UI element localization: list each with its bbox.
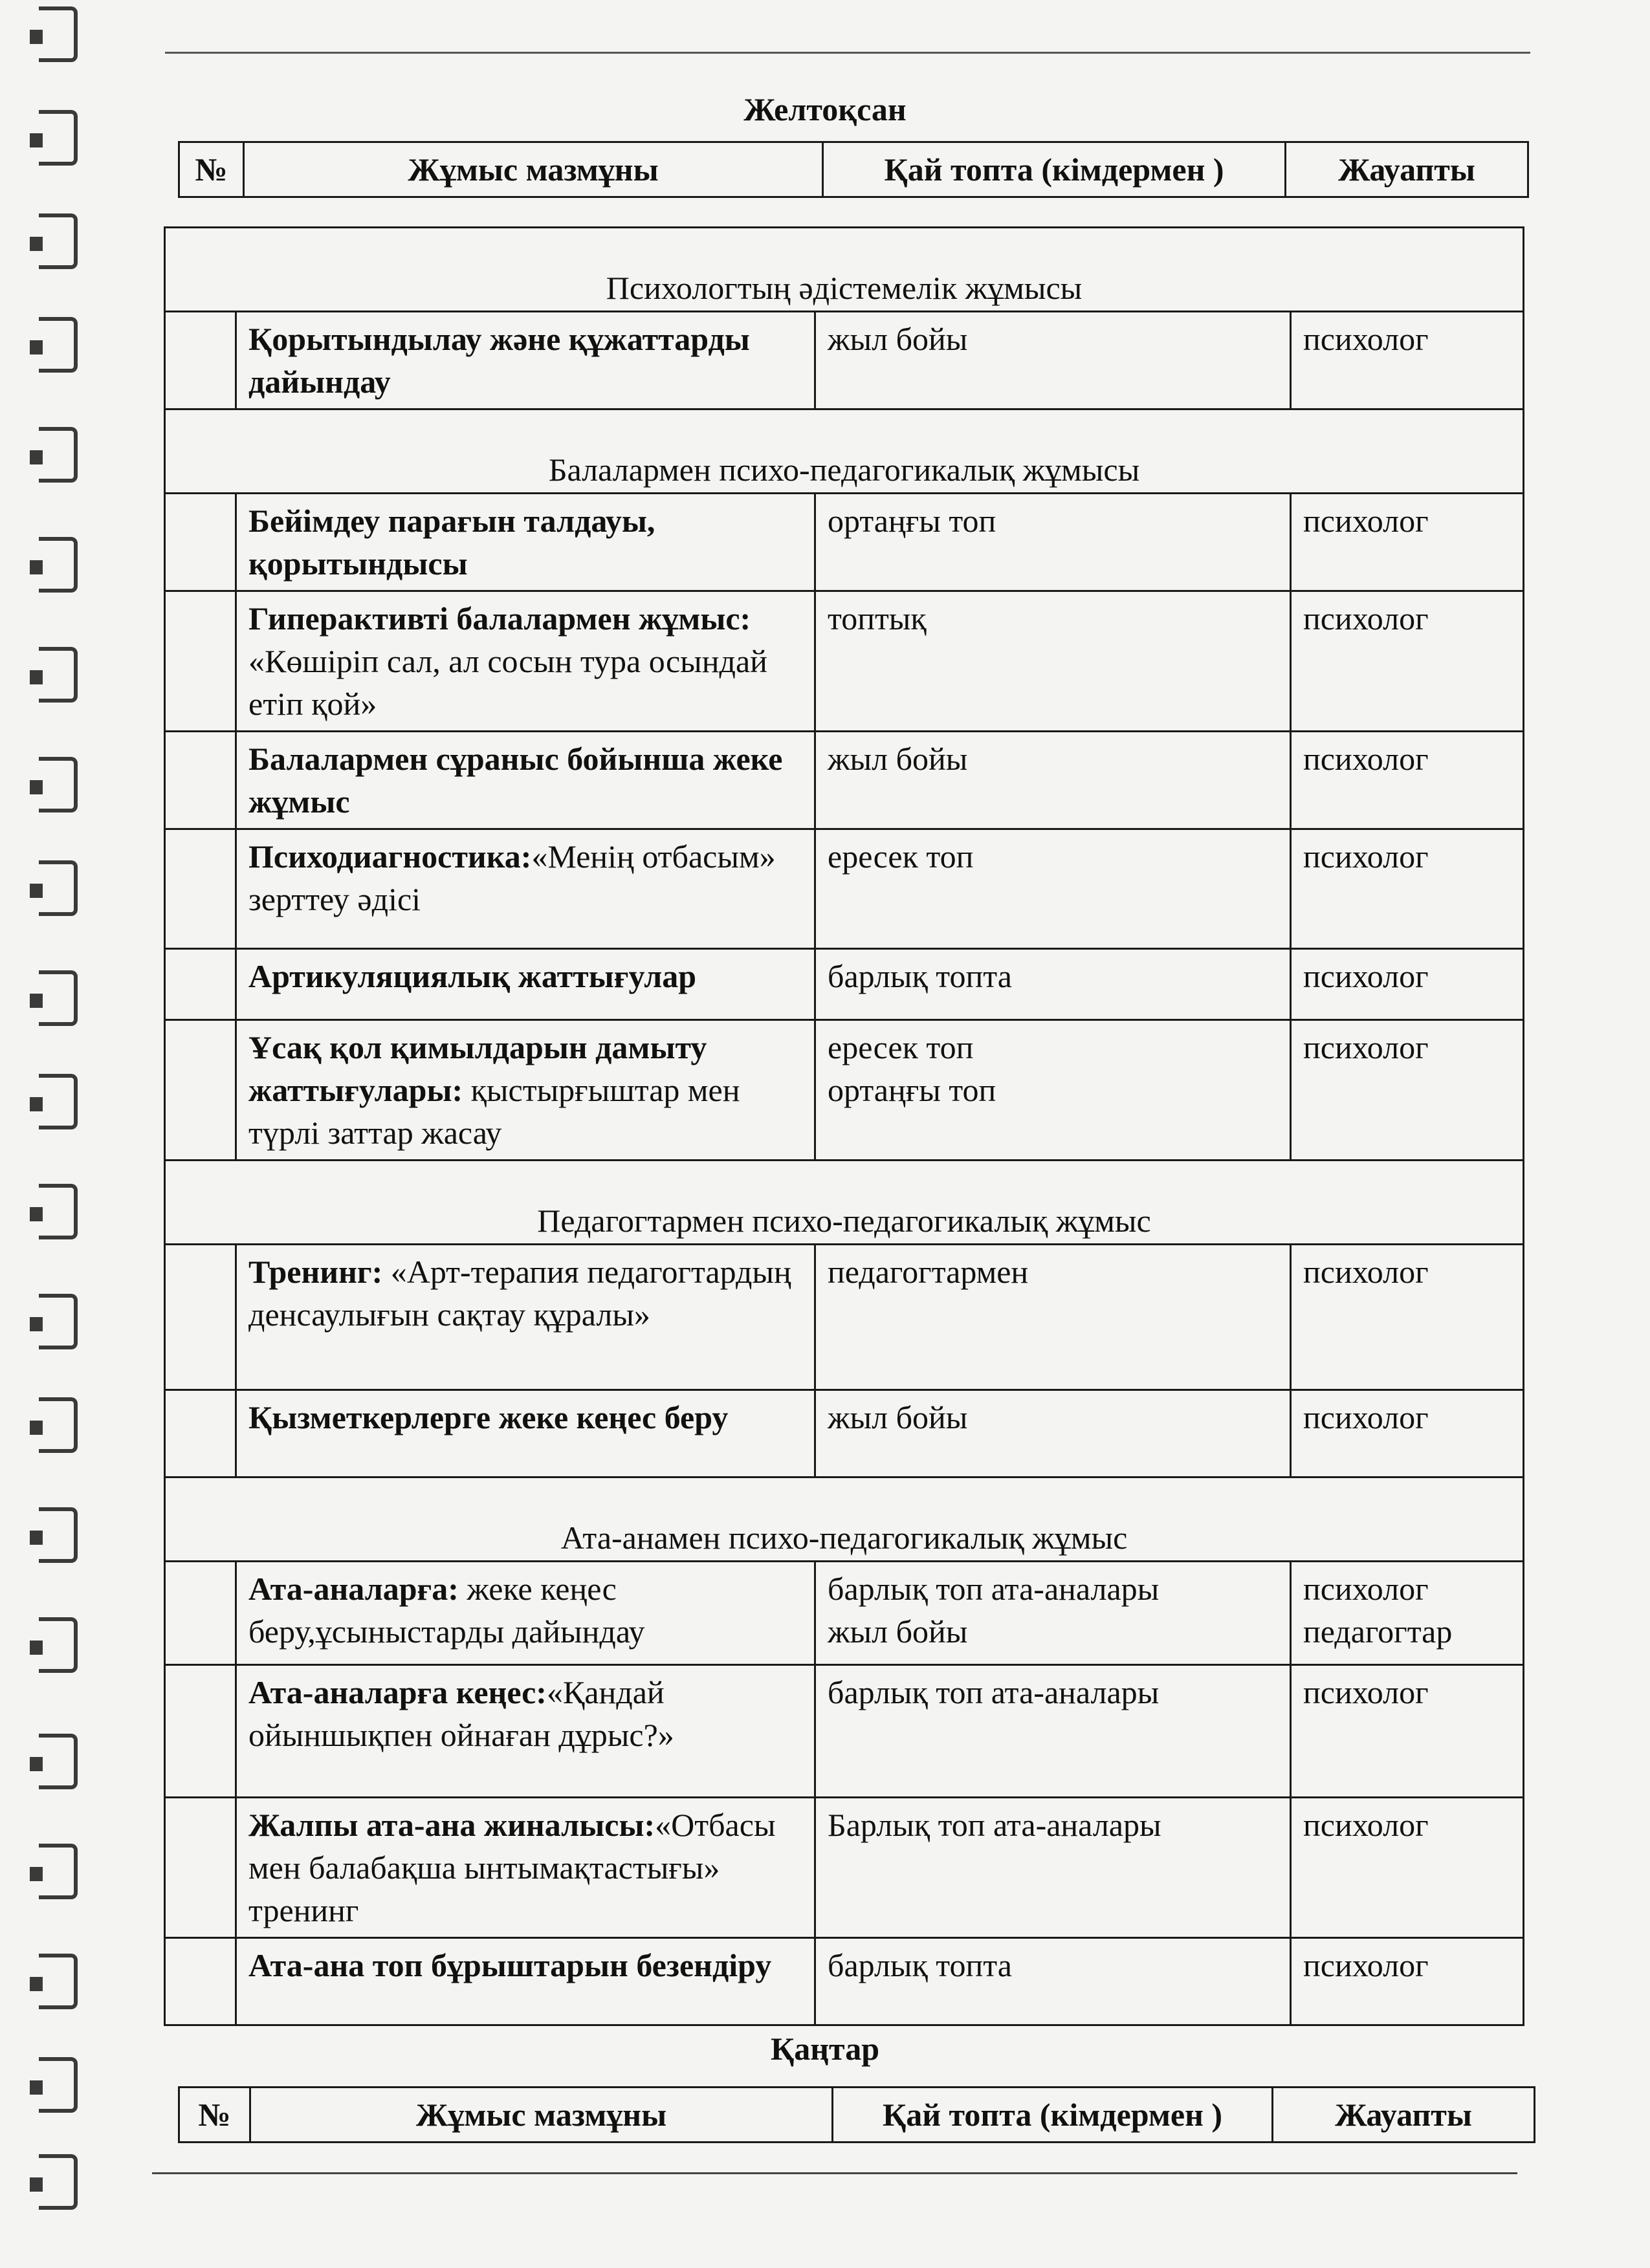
table-row (165, 1390, 1524, 1477)
row-content-cell (236, 1798, 815, 1938)
table-row (165, 732, 1524, 829)
row-number-cell (165, 1390, 236, 1477)
row-number-cell (165, 591, 236, 732)
row-content-bold: Жалпы ата-ана жиналысы: (248, 1807, 655, 1843)
table-row (165, 1562, 1524, 1665)
row-content-bold: Қорытындылау және құжаттарды дайындау (248, 321, 750, 400)
row-group-cell: Барлық топ ата-аналары (815, 1798, 1291, 1938)
row-content-text: қыстырғыштар мен түрлі заттар жасау (248, 1072, 740, 1151)
row-group-cell: жыл бойы (815, 1390, 1291, 1477)
table-row (165, 1798, 1524, 1938)
section-row (165, 409, 1524, 494)
binding-ring (39, 970, 78, 1026)
section-row (165, 228, 1524, 312)
row-number-cell (165, 1798, 236, 1938)
table-row (165, 1020, 1524, 1161)
row-content-bold: Артикуляциялық жаттығулар (248, 958, 697, 994)
row-number-cell (165, 312, 236, 409)
binding-ring (39, 1184, 78, 1239)
row-number-cell (165, 949, 236, 1020)
table-row (165, 494, 1524, 591)
row-content-cell (236, 591, 815, 732)
table-row (165, 1245, 1524, 1390)
table-row (165, 1938, 1524, 2025)
row-content-cell (236, 1390, 815, 1477)
binding-ring (39, 537, 78, 593)
section-title: Балалармен психо-педагогикалық жұмысы (165, 409, 1524, 494)
row-content-cell (236, 494, 815, 591)
row-responsible-cell: психолог (1291, 1665, 1524, 1798)
row-responsible-cell: психолог (1291, 591, 1524, 732)
january-header-table (178, 2086, 1535, 2143)
header-content: Жұмыс мазмұны (250, 2088, 833, 2143)
row-content-text: жеке кеңес беру,ұсыныстарды дайындау (248, 1571, 645, 1650)
row-content-bold: Балалармен сұраныс бойынша жеке жұмыс (248, 741, 783, 820)
row-content-bold: Тренинг: (248, 1254, 383, 1290)
header-responsible: Жауапты (1273, 2088, 1535, 2143)
december-header-table (178, 141, 1529, 198)
table-header-row (179, 2088, 1535, 2143)
row-content-text: «Қандай ойыншықпен ойнаған дұрыс?» (248, 1674, 674, 1753)
spiral-binding (26, 0, 97, 2268)
section-row (165, 1161, 1524, 1245)
section-row (165, 1477, 1524, 1562)
binding-ring (39, 213, 78, 269)
row-group-cell: ортаңғы топ (815, 494, 1291, 591)
row-content-cell (236, 1020, 815, 1161)
row-content-cell (236, 1562, 815, 1665)
row-content-bold: Ата-аналарға кеңес: (248, 1674, 547, 1710)
table-row (165, 1665, 1524, 1798)
binding-ring (39, 860, 78, 916)
binding-ring (39, 6, 78, 62)
top-rule (165, 52, 1530, 54)
row-group-cell: барлық топ ата-аналары жыл бойы (815, 1562, 1291, 1665)
table-row (165, 829, 1524, 949)
binding-ring (39, 1294, 78, 1349)
row-responsible-cell: психолог (1291, 1798, 1524, 1938)
table-row (165, 312, 1524, 409)
header-group: Қай топта (кімдермен ) (823, 142, 1286, 197)
bottom-rule (152, 2172, 1517, 2174)
row-responsible-cell: психолог (1291, 1020, 1524, 1161)
row-number-cell (165, 732, 236, 829)
binding-ring (39, 1074, 78, 1129)
row-content-bold: Ата-аналарға: (248, 1571, 459, 1607)
row-number-cell (165, 1020, 236, 1161)
binding-ring (39, 1954, 78, 2009)
row-responsible-cell: психолог (1291, 1390, 1524, 1477)
row-responsible-cell: психолог (1291, 829, 1524, 949)
row-responsible-cell: психолог (1291, 494, 1524, 591)
row-content-text: «Көшіріп сал, ал сосын тура осындай етіп қой» (248, 643, 767, 722)
row-content-cell (236, 829, 815, 949)
row-content-cell (236, 1938, 815, 2025)
header-num: № (179, 142, 244, 197)
binding-ring (39, 1617, 78, 1673)
binding-ring (39, 1844, 78, 1899)
row-number-cell (165, 494, 236, 591)
row-content-text: «Арт-терапия педагогтардың денсаулығын сақтау құралы» (248, 1254, 791, 1333)
row-number-cell (165, 1665, 236, 1798)
row-group-cell: барлық топ ата-аналары (815, 1665, 1291, 1798)
row-content-cell (236, 949, 815, 1020)
row-group-cell: жыл бойы (815, 312, 1291, 409)
row-group-cell: топтық (815, 591, 1291, 732)
binding-ring (39, 647, 78, 703)
table-row (165, 949, 1524, 1020)
row-responsible-cell: психолог (1291, 1245, 1524, 1390)
row-group-cell: ересек топ ортаңғы топ (815, 1020, 1291, 1161)
row-group-cell: педагогтармен (815, 1245, 1291, 1390)
binding-ring (39, 1507, 78, 1563)
row-content-bold: Бейімдеу парағын талдауы, қорытындысы (248, 503, 655, 582)
row-content-cell (236, 732, 815, 829)
row-group-cell: жыл бойы (815, 732, 1291, 829)
section-title: Ата-анамен психо-педагогикалық жұмыс (165, 1477, 1524, 1562)
binding-ring (39, 1734, 78, 1789)
row-content-bold: Қызметкерлерге жеке кеңес беру (248, 1399, 729, 1435)
header-group: Қай топта (кімдермен ) (833, 2088, 1273, 2143)
row-responsible-cell: психолог (1291, 949, 1524, 1020)
row-responsible-cell: психолог (1291, 312, 1524, 409)
row-content-cell (236, 1665, 815, 1798)
row-content-cell (236, 1245, 815, 1390)
row-content-cell (236, 312, 815, 409)
binding-ring (39, 2154, 78, 2210)
month-title-january: Қаңтар (770, 2031, 880, 2067)
row-number-cell (165, 1562, 236, 1665)
row-content-bold: Ата-ана топ бұрыштарын безендіру (248, 1947, 772, 1983)
row-responsible-cell: психолог педагогтар (1291, 1562, 1524, 1665)
row-responsible-cell: психолог (1291, 732, 1524, 829)
binding-ring (39, 1397, 78, 1453)
table-header-row (179, 142, 1528, 197)
section-title: Педагогтармен психо-педагогикалық жұмыс (165, 1161, 1524, 1245)
row-content-text: «Отбасы мен балабақша ынтымақтастығы» тренинг (248, 1807, 776, 1928)
row-content-text: «Менің отбасым» зерттеу әдісі (248, 838, 776, 917)
row-number-cell (165, 829, 236, 949)
row-number-cell (165, 1245, 236, 1390)
row-number-cell (165, 1938, 236, 2025)
row-group-cell: ересек топ (815, 829, 1291, 949)
month-title-december: Желтоқсан (743, 91, 907, 127)
row-content-bold: Психодиагностика: (248, 838, 532, 875)
row-group-cell: барлық топта (815, 1938, 1291, 2025)
header-num: № (179, 2088, 250, 2143)
row-content-bold: Ұсақ қол қимылдарын дамыту жаттығулары: (248, 1029, 707, 1108)
december-plan-table (164, 226, 1524, 2026)
binding-ring (39, 757, 78, 812)
table-row (165, 591, 1524, 732)
row-group-cell: барлық топта (815, 949, 1291, 1020)
header-responsible: Жауапты (1286, 142, 1528, 197)
binding-ring (39, 317, 78, 373)
row-responsible-cell: психолог (1291, 1938, 1524, 2025)
section-title: Психологтың әдістемелік жұмысы (165, 228, 1524, 312)
row-content-bold: Гиперактивті балалармен жұмыс: (248, 600, 751, 637)
binding-ring (39, 427, 78, 483)
header-content: Жұмыс мазмұны (244, 142, 823, 197)
